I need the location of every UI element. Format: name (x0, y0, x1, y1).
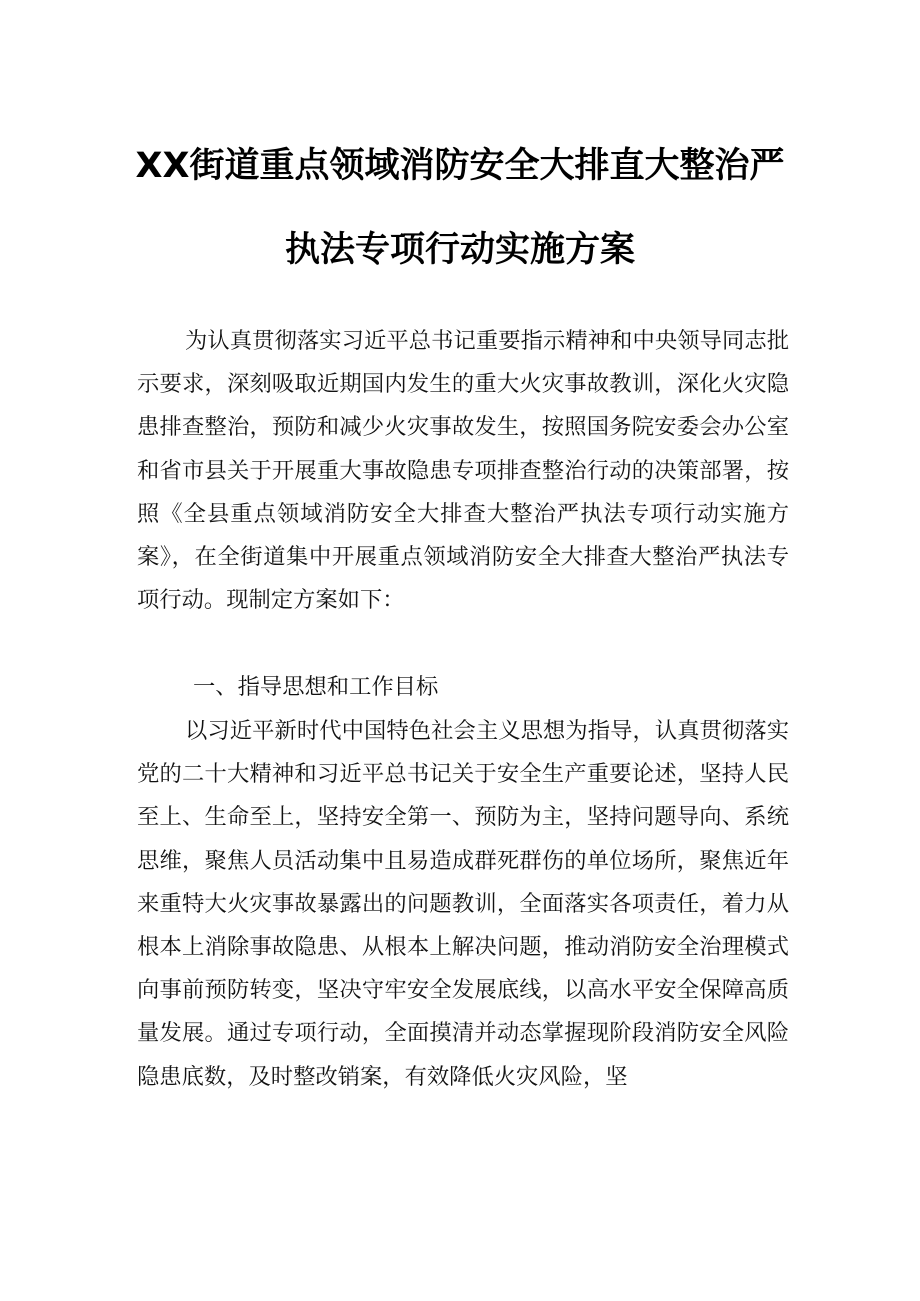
intro-paragraph: 为认真贯彻落实习近平总书记重要指示精神和中央领导同志批示要求，深刻吸取近期国内发生的重大火灾事故教训，深化火灾隐患排查整治，预防和减少火灾事故发生，按照国务院安委会办公室和省市县关于开展重大事故隐患专项排查整治行动的决策部署，按照《全县重点领域消防安全大排查大整治严执法专项行动实施方案》，在全街道集中开展重点领域消防安全大排查大整治严执法专项行动。现制定方案如下： (137, 328, 789, 614)
document-title-line1: XX街道重点领域消防安全大排直大整治严 (135, 146, 785, 186)
section-heading-1: 一、指导思想和工作目标 (193, 674, 439, 700)
document-title-line2: 执法专项行动实施方案 (284, 230, 635, 270)
guiding-thought-paragraph: 以习近平新时代中国特色社会主义思想为指导，认真贯彻落实党的二十大精神和习近平总书记关于安全生产重要论述，坚持人民至上、生命至上，坚持安全第一、预防为主，坚持问题导向、系统思维，聚焦人员活动集中且易造成群死群伤的单位场所，聚焦近年来重特大火灾事故暴露出的问题教训，全面落实各项责任，着力从根本上消除事故隐患、从根本上解决问题，推动消防安全治理模式向事前预防转变，坚决守牢安全发展底线，以高水平安全保障高质量发展。通过专项行动，全面摸清并动态掌握现阶段消防安全风险隐患底数，及时整改销案，有效降低火灾风险，坚 (137, 718, 789, 1090)
